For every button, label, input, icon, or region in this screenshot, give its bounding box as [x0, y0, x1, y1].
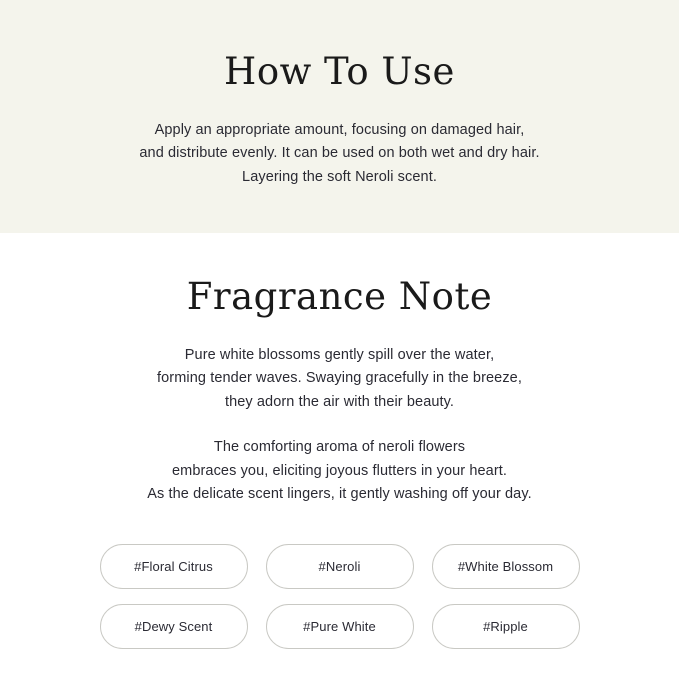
fragrance-note-section — [0, 233, 679, 679]
fragrance-tag[interactable]: #Dewy Scent — [100, 604, 248, 649]
fragrance-tag[interactable]: #Ripple — [432, 604, 580, 649]
fragrance-paragraph-one — [0, 344, 679, 414]
how-to-use-section — [0, 0, 679, 233]
fragrance-tag[interactable]: #Neroli — [266, 544, 414, 589]
fragrance-line: Pure white blossoms gently spill over the water, — [184, 346, 495, 363]
how-to-use-description — [0, 119, 679, 189]
fragrance-tag[interactable]: #Floral Citrus — [100, 544, 248, 589]
fragrance-line: The comforting aroma of neroli flowers — [213, 439, 466, 456]
fragrance-line: they adorn the air with their beauty. — [224, 393, 455, 410]
fragrance-line: embraces you, eliciting joyous flutters in your heart. — [171, 462, 508, 479]
how-to-use-line: Apply an appropriate amount, focusing on damaged hair, — [154, 121, 525, 138]
fragrance-line: forming tender waves. Swaying gracefully in the breeze, — [157, 370, 522, 387]
how-to-use-line: Layering the soft Neroli scent. — [242, 168, 437, 185]
fragrance-tag[interactable]: #Pure White — [266, 604, 414, 649]
how-to-use-title: How To Use — [224, 50, 455, 93]
fragrance-line: As the delicate scent lingers, it gently washing off your day. — [147, 486, 532, 503]
fragrance-note-title: Fragrance Note — [186, 275, 493, 319]
fragrance-tag-list — [100, 544, 580, 649]
how-to-use-line: and distribute evenly. It can be used on both wet and dry hair. — [139, 145, 540, 162]
fragrance-paragraph-two — [0, 436, 679, 506]
fragrance-tag[interactable]: #White Blossom — [432, 544, 580, 589]
